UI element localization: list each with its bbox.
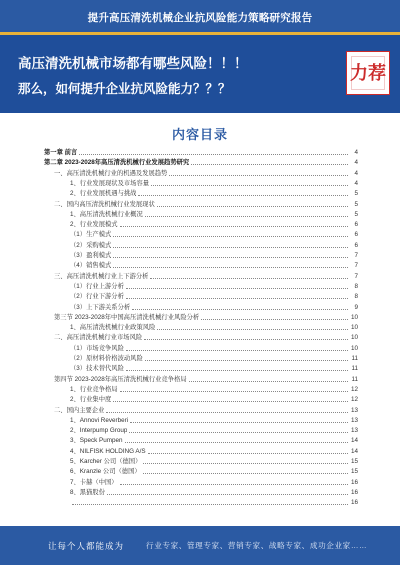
toc-leader-dots (191, 163, 348, 165)
toc-entry-label: 2、行业发展机遇与挑战 (70, 190, 137, 198)
toc-entry-label: 1、高压清洗机械行业概况 (70, 210, 143, 218)
toc-entry-label: 第四节 2023-2028年高压清洗机械行业竞争格局 (54, 375, 187, 383)
toc-entry-label: 1、行业竞争格局 (70, 385, 118, 393)
toc-entry-label: 二、高压清洗机械行业市场风险 (54, 334, 143, 342)
toc-entry-label: （2）原材料价格波动风险 (70, 355, 143, 362)
toc-leader-dots (145, 359, 348, 361)
toc-entry[interactable] (44, 261, 358, 270)
toc-leader-dots (120, 390, 348, 392)
toc-entry-page: 9 (354, 303, 358, 311)
toc-entry-page: 11 (351, 365, 358, 373)
toc-entry[interactable] (44, 375, 358, 384)
toc-entry[interactable] (44, 230, 358, 239)
toc-entry-page: 4 (354, 169, 358, 177)
toc-entry[interactable] (44, 457, 358, 466)
toc-entry-page: 13 (350, 416, 358, 424)
toc-leader-dots (106, 411, 348, 413)
toc-leader-dots (79, 153, 348, 155)
toc-entry-page: 6 (354, 231, 358, 239)
toc-entry[interactable] (44, 447, 358, 456)
toc-entry-label: （4）销售模式 (70, 262, 112, 270)
toc-entry[interactable] (44, 303, 358, 312)
toc-leader-dots (157, 328, 348, 330)
toc-leader-dots (143, 462, 348, 464)
toc-entry[interactable] (44, 210, 358, 219)
toc-entry-label: 5、Karcher 公司（德国） (70, 458, 142, 465)
toc-leader-dots (113, 256, 348, 258)
toc-entry-page: 15 (350, 458, 358, 465)
toc-entry-label: （2）采购模式 (70, 241, 112, 249)
toc-entry[interactable] (44, 364, 358, 373)
toc-leader-dots (157, 205, 348, 207)
toc-entry-page: 4 (354, 179, 358, 187)
toc-entry-label: 第一章 前言 (44, 149, 78, 156)
toc-leader-dots (130, 421, 348, 423)
top-header-bar (0, 0, 400, 32)
toc-entry-page: 6 (354, 221, 358, 229)
toc-entry-page: 11 (351, 355, 358, 362)
toc-entry-page: 11 (351, 375, 358, 383)
toc-entry-page: 4 (354, 149, 358, 156)
toc-leader-dots (120, 483, 348, 485)
toc-entry-page: 7 (354, 262, 358, 270)
toc-entry-label: 6、Kranzle 公司（德国） (70, 468, 141, 476)
toc-leader-dots (132, 308, 348, 310)
toc-leader-dots (138, 194, 348, 196)
toc-leader-dots (144, 338, 348, 340)
toc-leader-dots (126, 297, 348, 299)
toc-entry-label: 2、行业集中度 (70, 396, 112, 404)
toc-entry-label: 二、国内高压清洗机械行业发展现状 (54, 200, 155, 208)
recommend-badge (346, 51, 390, 95)
toc-entry-page: 5 (354, 190, 358, 198)
toc-entry-page: 12 (350, 385, 358, 393)
toc-entry[interactable] (44, 406, 358, 415)
toc-leader-dots (148, 452, 348, 454)
toc-entry-label: （1）生产模式 (70, 231, 112, 239)
badge-text: 力荐 (350, 63, 386, 84)
toc-entry-page: 16 (350, 488, 358, 496)
toc-entry-page: 13 (350, 406, 358, 414)
toc-entry-page: 16 (350, 478, 358, 486)
toc-entry-label: 3、Speck Pumpen (70, 437, 123, 445)
toc-entry-page: 14 (350, 447, 358, 455)
toc-leader-dots (129, 431, 348, 433)
footer-bar (0, 526, 400, 565)
toc-leader-dots (113, 235, 348, 237)
toc-entry[interactable] (44, 354, 358, 363)
toc-entry-page: 7 (354, 272, 358, 280)
banner-line-2: 那么，如何提升企业抗风险能力？？？ (18, 82, 231, 96)
toc-entry-label: （3）上下游关系分析 (70, 303, 131, 311)
table-of-contents (44, 148, 358, 513)
toc-entry[interactable] (44, 292, 358, 301)
toc-entry-label: （1）市场竞争风险 (70, 344, 124, 352)
toc-title: 内容目录 (171, 127, 228, 142)
toc-entry-page: 7 (354, 252, 358, 259)
toc-entry-label: 三、高压清洗机械行业上下游分析 (54, 272, 149, 280)
toc-entry[interactable] (44, 416, 358, 425)
toc-entry-label: （1）行业上游分析 (70, 282, 124, 290)
toc-leader-dots (150, 277, 348, 279)
toc-entry-page: 4 (354, 159, 358, 167)
toc-entry-page: 10 (350, 334, 358, 342)
toc-entry[interactable] (44, 169, 358, 178)
toc-leader-dots (189, 380, 348, 382)
toc-entry[interactable] (44, 158, 358, 167)
toc-leader-dots (126, 287, 348, 289)
toc-entry-page: 13 (350, 427, 358, 435)
toc-leader-dots (201, 318, 348, 320)
toc-entry-label: （2）行业下游分析 (70, 293, 124, 301)
toc-leader-dots (107, 493, 348, 495)
toc-leader-dots (145, 215, 348, 217)
toc-leader-dots (113, 400, 348, 402)
toc-entry-label: 1、高压清洗机械行业政策风险 (70, 324, 156, 332)
toc-entry[interactable] (44, 200, 358, 209)
toc-entry[interactable] (44, 436, 358, 445)
toc-entry[interactable] (44, 467, 358, 476)
toc-entry[interactable] (44, 251, 358, 260)
toc-entry[interactable] (44, 385, 358, 394)
toc-leader-dots (72, 503, 348, 505)
footer-expert-list: 行业专家、管理专家、营销专家、战略专家、成功企业家…… (146, 541, 368, 550)
toc-entry-label: 二、国内主要企业 (54, 406, 105, 414)
toc-entry-page: 12 (350, 396, 358, 404)
toc-entry-label: （3）技术替代风险 (70, 365, 124, 373)
promo-banner (0, 35, 400, 113)
toc-entry-page: 8 (354, 282, 358, 290)
toc-entry[interactable] (44, 272, 358, 281)
toc-entry-page: 6 (354, 241, 358, 249)
toc-entry[interactable] (44, 241, 358, 250)
report-title: 提升高压清洗机械企业抗风险能力策略研究报告 (87, 12, 313, 24)
toc-leader-dots (126, 349, 348, 351)
toc-entry[interactable] (44, 395, 358, 404)
toc-entry-label: 第三节 2023-2028年中国高压清洗机械行业风险分析 (54, 313, 200, 321)
toc-entry-label: （3）盈利模式 (70, 252, 112, 259)
toc-entry-label: 7、卡赫（中国） (70, 478, 118, 486)
toc-leader-dots (169, 174, 348, 176)
toc-entry-page: 5 (354, 210, 358, 218)
toc-entry[interactable] (44, 426, 358, 435)
toc-entry-page: 10 (350, 344, 358, 352)
toc-entry-page: 14 (350, 437, 358, 445)
toc-leader-dots (113, 246, 348, 248)
toc-entry-label: 第二章 2023-2028年高压清洗机械行业发展趋势研究 (44, 159, 190, 167)
toc-entry-label: 一、高压清洗机械行业的机遇及发展趋势 (54, 169, 168, 177)
toc-entry[interactable] (44, 313, 358, 322)
toc-entry-label: 8、黑猫股份 (70, 488, 105, 496)
toc-entry[interactable] (44, 282, 358, 291)
toc-entry-page: 16 (350, 499, 358, 507)
toc-entry-label: 4、NILFISK HOLDING A/S (70, 447, 146, 455)
toc-leader-dots (143, 472, 348, 474)
toc-entry[interactable] (44, 488, 358, 497)
toc-entry[interactable] (44, 333, 358, 342)
banner-line-1: 高压清洗机械市场都有哪些风险！！！ (18, 56, 248, 71)
toc-entry-label: 1、Annovi Reverberi (70, 416, 129, 424)
toc-entry[interactable] (44, 478, 358, 487)
toc-entry-label: 2、行业发展模式 (70, 221, 118, 229)
toc-entry[interactable] (44, 189, 358, 198)
toc-leader-dots (125, 441, 348, 443)
toc-leader-dots (120, 225, 348, 227)
toc-entry-label: 1、行业发展现状及市场容量 (70, 179, 150, 187)
toc-leader-dots (151, 184, 348, 186)
toc-entry[interactable] (44, 344, 358, 353)
toc-entry-label: 2、Interpump Group (70, 427, 128, 435)
toc-entry[interactable] (44, 323, 358, 332)
toc-entry-page: 10 (350, 324, 358, 332)
toc-leader-dots (113, 266, 348, 268)
toc-entry[interactable] (44, 498, 358, 507)
toc-leader-dots (126, 369, 348, 371)
toc-entry-page: 5 (354, 200, 358, 208)
footer-slogan: 让每个人都能成为 (48, 541, 125, 551)
toc-entry-page: 10 (350, 313, 358, 321)
toc-entry[interactable] (44, 179, 358, 188)
toc-entry-page: 15 (350, 468, 358, 476)
toc-entry[interactable] (44, 220, 358, 229)
toc-entry-page: 8 (354, 293, 358, 301)
toc-entry[interactable] (44, 148, 358, 157)
